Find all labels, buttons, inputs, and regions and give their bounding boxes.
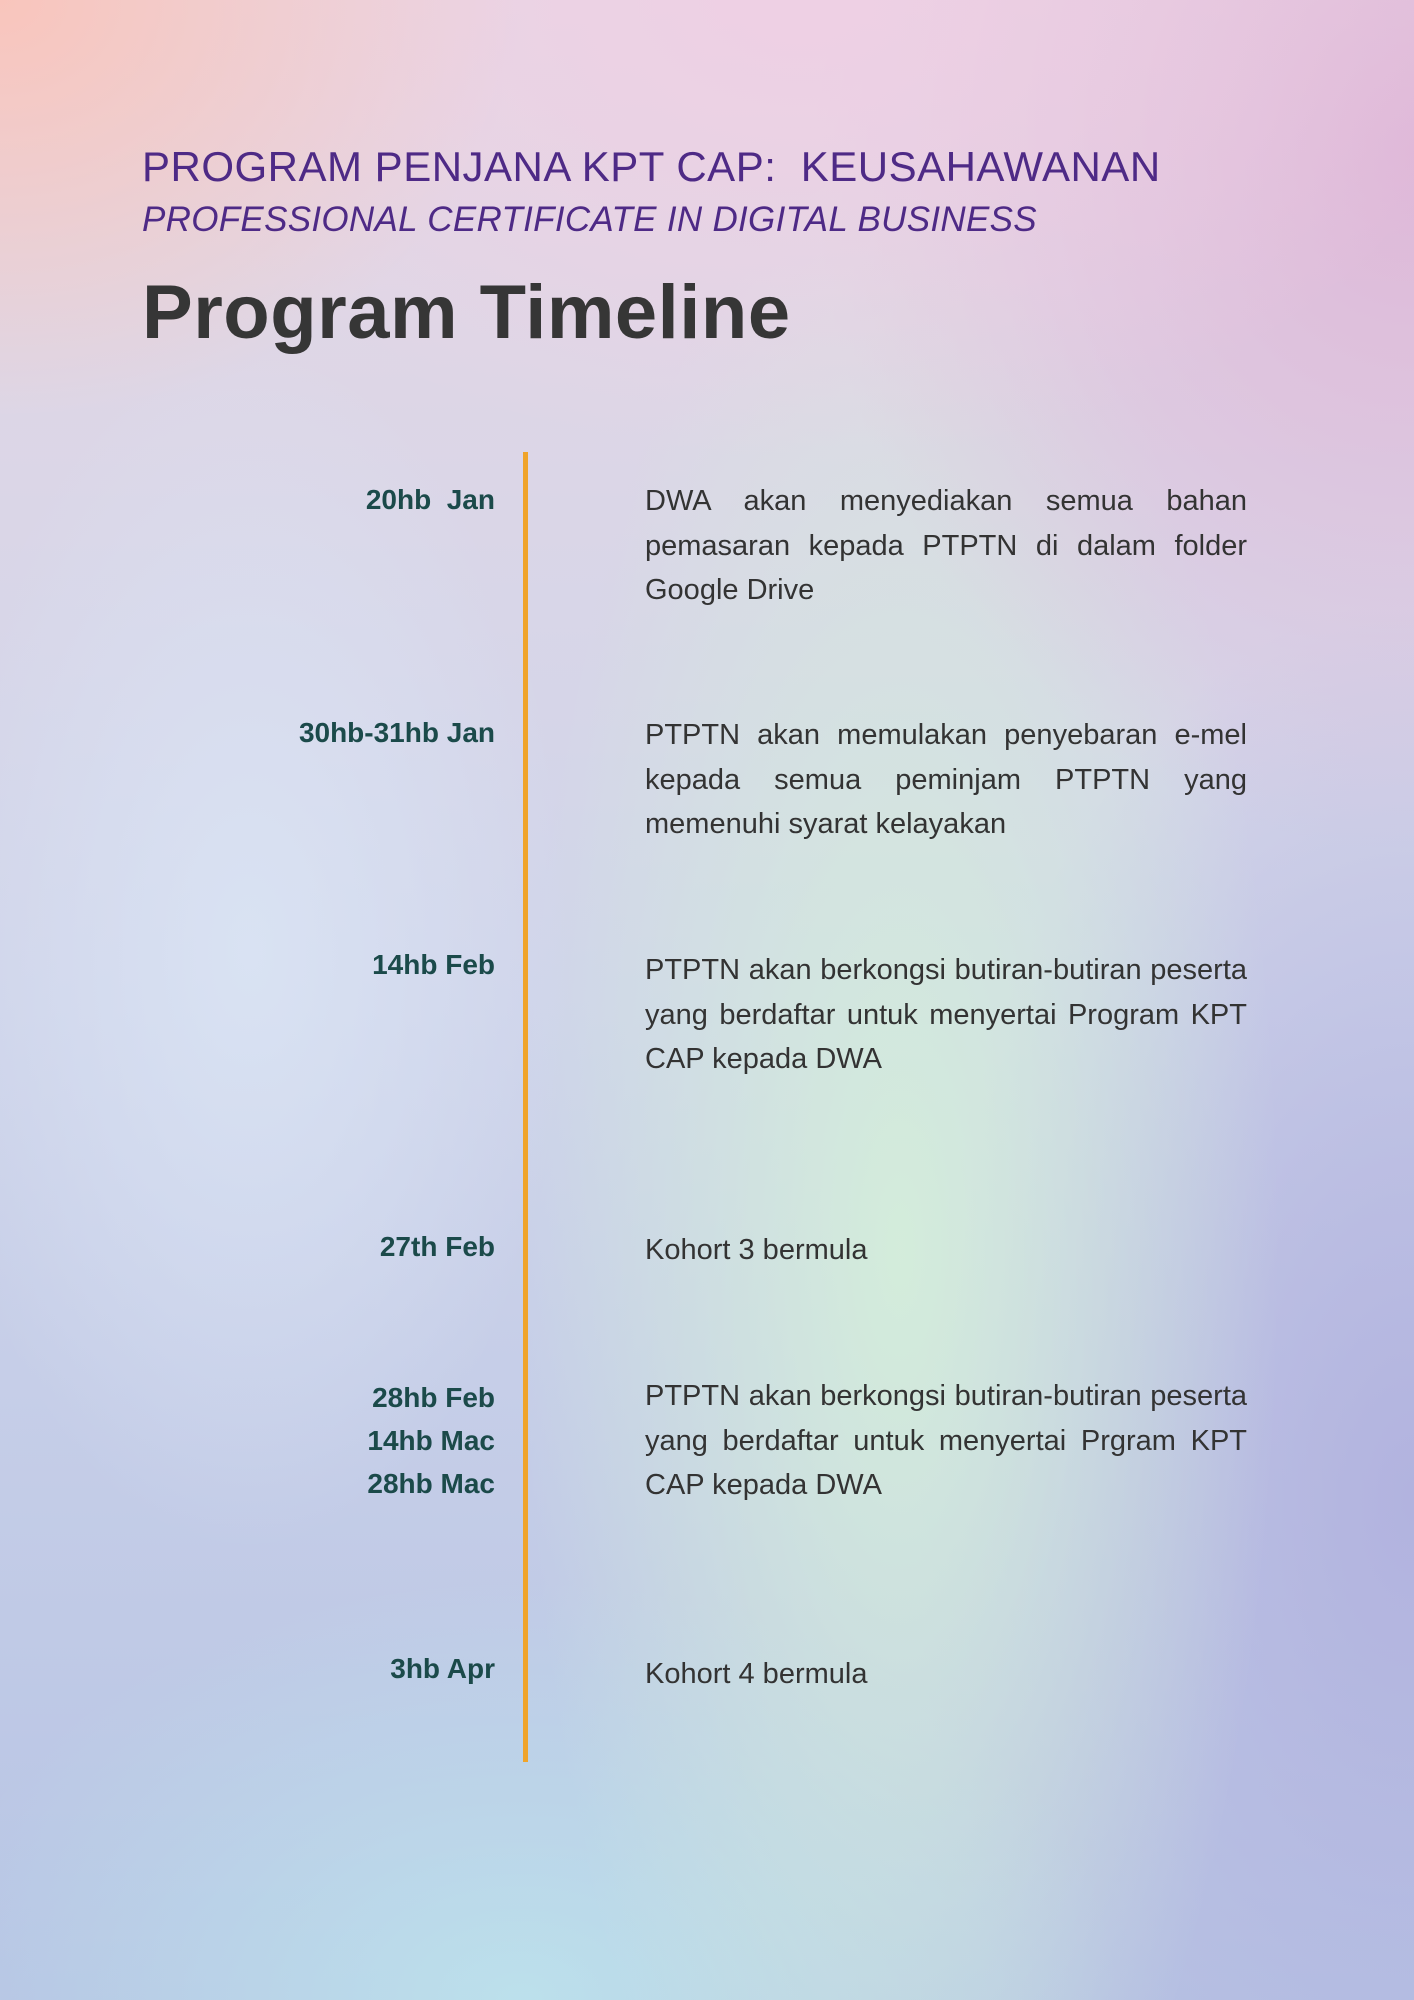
timeline-date: 14hb Feb: [372, 949, 495, 980]
timeline-date: 28hb Feb 14hb Mac 28hb Mac: [367, 1382, 495, 1499]
program-subtitle: PROFESSIONAL CERTIFICATE IN DIGITAL BUSINESS: [142, 200, 1037, 239]
timeline-description: PTPTN akan berkongsi butiran-butiran peserta yang berdaftar untuk menyertai Prgram KPT CAP kepada DWA: [645, 1380, 1247, 1501]
program-title: PROGRAM PENJANA KPT CAP: KEUSAHAWANAN: [142, 143, 1161, 190]
document-header: [142, 138, 1342, 244]
timeline-line: [523, 452, 528, 1762]
timeline-description: Kohort 3 bermula: [645, 1234, 868, 1266]
timeline-description: PTPTN akan berkongsi butiran-butiran peserta yang berdaftar untuk menyertai Program KPT CAP kepada DWA: [645, 954, 1247, 1075]
timeline-date: 20hb Jan: [365, 484, 495, 515]
timeline-description: DWA akan menyediakan semua bahan pemasaran kepada PTPTN di dalam folder Google Drive: [645, 485, 1247, 606]
timeline-description: PTPTN akan memulakan penyebaran e-mel kepada semua peminjam PTPTN yang memenuhi syarat kelayakan: [645, 719, 1247, 840]
timeline-date: 27th Feb: [379, 1231, 495, 1262]
page-title: Program Timeline: [142, 270, 791, 355]
timeline-date: 3hb Apr: [390, 1653, 495, 1684]
timeline-date: 30hb-31hb Jan: [298, 717, 495, 748]
timeline-description: Kohort 4 bermula: [645, 1658, 868, 1690]
